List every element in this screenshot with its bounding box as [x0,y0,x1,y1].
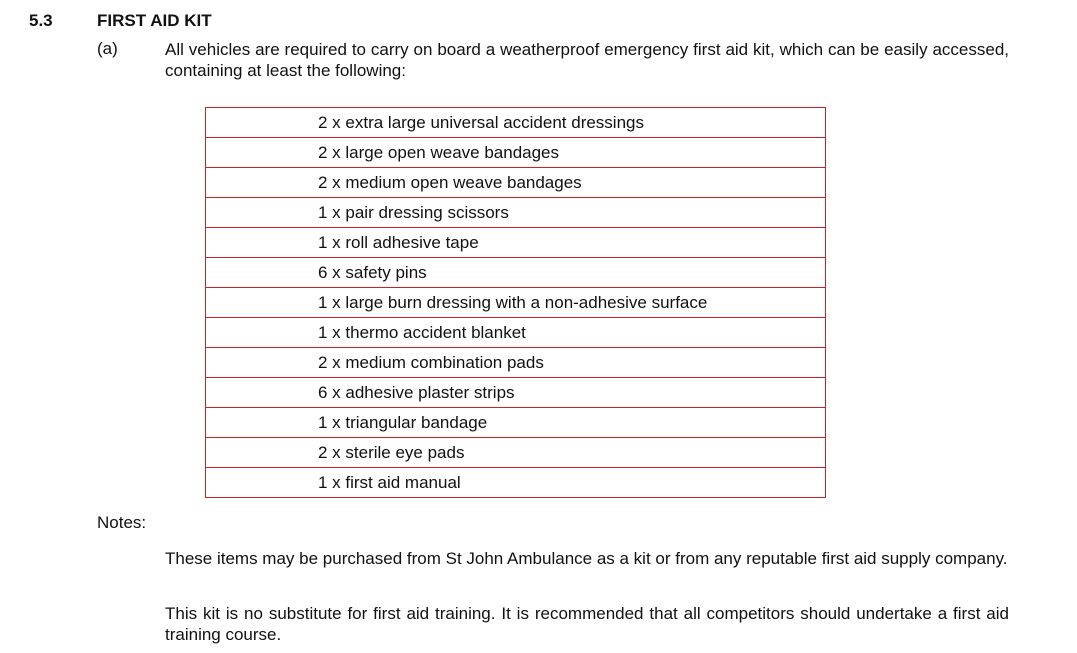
kit-item: 2 x medium combination pads [206,348,826,378]
kit-item: 2 x extra large universal accident dressings [206,108,826,138]
table-row [206,258,826,288]
table-row [206,288,826,318]
first-aid-kit-table [205,107,826,498]
table-row [206,138,826,168]
kit-item: 1 x triangular bandage [206,408,826,438]
section-number: 5.3 [29,11,53,30]
table-row [206,468,826,498]
kit-item: 1 x large burn dressing with a non-adhesive surface [206,288,826,318]
table-row [206,378,826,408]
table-row [206,198,826,228]
table-row [206,228,826,258]
table-row [206,408,826,438]
kit-item: 1 x thermo accident blanket [206,318,826,348]
kit-item: 6 x adhesive plaster strips [206,378,826,408]
paragraph-text: All vehicles are required to carry on board a weatherproof emergency first aid kit, which can be easily accessed, containing at least the following: [165,40,1009,80]
kit-item: 1 x roll adhesive tape [206,228,826,258]
kit-item: 2 x medium open weave bandages [206,168,826,198]
paragraph-label: (a) [97,39,118,58]
table-row [206,168,826,198]
note-training: This kit is no substitute for first aid training. It is recommended that all competitors should undertake a first aid training course. [165,604,1009,644]
table-row [206,318,826,348]
note-purchase: These items may be purchased from St John Ambulance as a kit or from any reputable first aid supply company. [165,549,1008,568]
notes-label: Notes: [97,513,147,532]
table-row [206,438,826,468]
kit-item: 1 x first aid manual [206,468,826,498]
section-title: FIRST AID KIT [97,11,212,30]
table-row [206,348,826,378]
kit-item: 2 x large open weave bandages [206,138,826,168]
kit-item: 2 x sterile eye pads [206,438,826,468]
kit-item: 1 x pair dressing scissors [206,198,826,228]
kit-item: 6 x safety pins [206,258,826,288]
table-row [206,108,826,138]
